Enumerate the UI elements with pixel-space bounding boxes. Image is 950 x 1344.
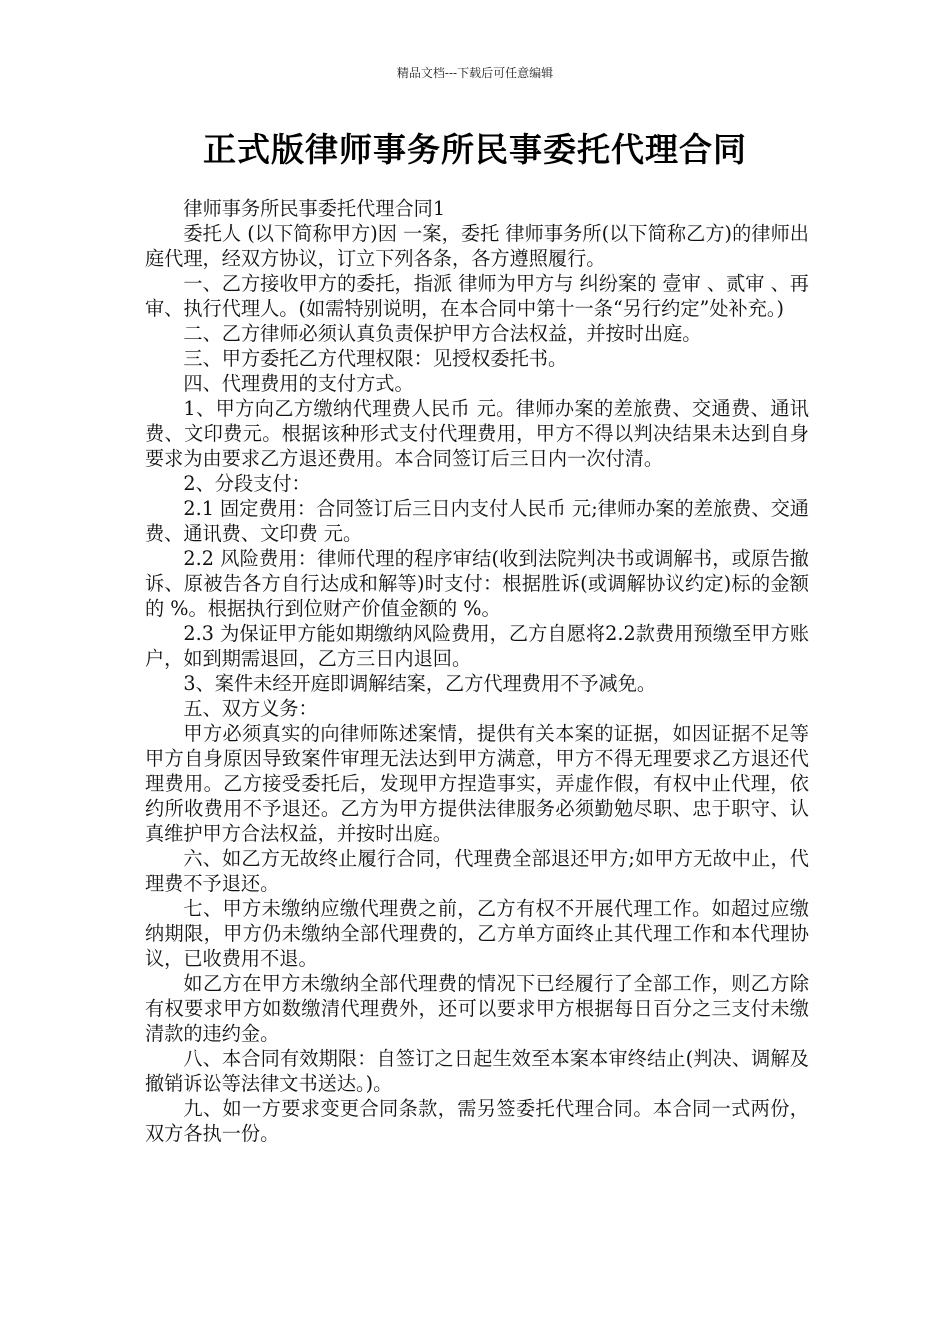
clause-3: 三、甲方委托乙方代理权限：见授权委托书。	[183, 347, 568, 370]
document-title: 正式版律师事务所民事委托代理合同	[203, 130, 747, 169]
clause-8: 八、本合同有效期限：自签订之日起生效至本案本审终结止(判决、调解及撤销诉讼等法律文书送达。)。	[145, 1047, 809, 1095]
clause-4: 四、代理费用的支付方式。	[183, 372, 414, 395]
clause-6: 六、如乙方无故终止履行合同，代理费全部退还甲方;如甲方无故中止，代理费不予退还。	[145, 847, 809, 895]
clause-4-item-1: 1、甲方向乙方缴纳代理费人民币 元。律师办案的差旅费、交通费、通讯费、文印费元。根据该种形式支付代理费用，甲方不得以判决结果未达到自身要求为由要求乙方退还费用。本合同签订后三日内一次付清。	[145, 397, 809, 470]
clause-4-item-2: 2、分段支付：	[183, 472, 311, 495]
clause-7: 七、甲方未缴纳应缴代理费之前，乙方有权不开展代理工作。如超过应缴纳期限，甲方仍未缴纳全部代理费的，乙方单方面终止其代理工作和本代理协议，已收费用不退。	[145, 897, 809, 970]
clause-5-body: 甲方必须真实的向律师陈述案情，提供有关本案的证据，如因证据不足等甲方自身原因导致案件审理无法达到甲方满意，甲方不得无理要求乙方退还代理费用。乙方接受委托后，发现甲方捏造事实，弄虚作假，有权中止代理，依约所收费用不予退还。乙方为甲方提供法律服务必须勤勉尽职、忠于职守、认真维护甲方合法权益，并按时出庭。	[145, 722, 809, 845]
clause-4-item-2-3: 2.3 为保证甲方能如期缴纳风险费用，乙方自愿将2.2款费用预缴至甲方账户，如到期需退回，乙方三日内退回。	[145, 622, 809, 670]
clause-2: 二、乙方律师必须认真负责保护甲方合法权益，并按时出庭。	[183, 322, 702, 345]
contract-subtitle: 律师事务所民事委托代理合同1	[183, 197, 446, 220]
clause-1: 一、乙方接收甲方的委托，指派 律师为甲方与 纠纷案的 壹审 、贰审 、再审、执行代理人。(如需特别说明，在本合同中第十一条“另行约定”处补充。)	[145, 272, 809, 320]
clause-5: 五、双方义务：	[183, 697, 318, 720]
clause-9: 九、如一方要求变更合同条款，需另签委托代理合同。本合同一式两份，双方各执一份。	[145, 1097, 809, 1145]
clause-4-item-2-2: 2.2 风险费用：律师代理的程序审结(收到法院判决书或调解书，或原告撤诉、原被告各方自行达成和解等)时支付：根据胜诉(或调解协议约定)标的金额的 %。根据执行到位财产价值金额的 %。	[145, 547, 809, 620]
paragraph-intro: 委托人 (以下简称甲方)因 一案，委托 律师事务所(以下简称乙方)的律师出庭代理，经双方协议，订立下列各条，各方遵照履行。	[145, 222, 809, 270]
clause-4-item-3: 3、案件未经开庭即调解结案，乙方代理费用不予减免。	[183, 672, 657, 695]
page-header: 精品文档---下载后可任意编辑	[396, 66, 554, 80]
document-body	[145, 196, 809, 1146]
clause-7-body: 如乙方在甲方未缴纳全部代理费的情况下已经履行了全部工作，则乙方除有权要求甲方如数缴清代理费外，还可以要求甲方根据每日百分之三支付未缴清款的违约金。	[145, 972, 809, 1045]
clause-4-item-2-1: 2.1 固定费用：合同签订后三日内支付人民币 元;律师办案的差旅费、交通费、通讯费、文印费 元。	[145, 497, 809, 545]
